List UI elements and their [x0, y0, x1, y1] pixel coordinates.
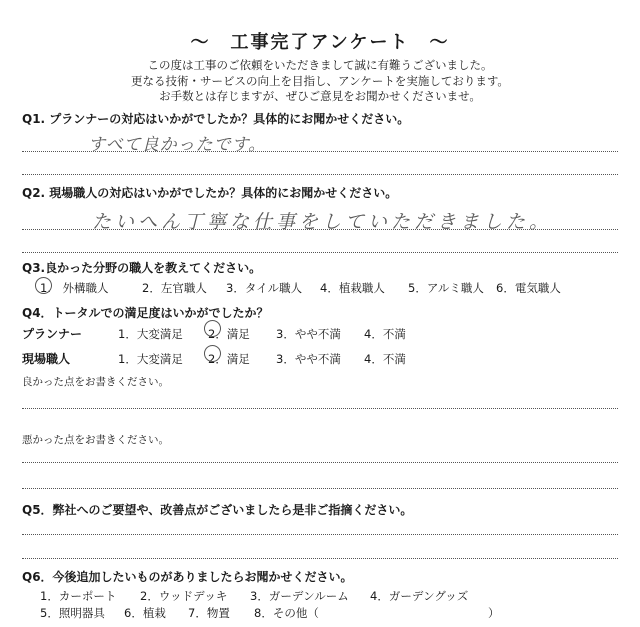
- q3-label: Q3.良かった分野の職人を教えてください。: [22, 261, 262, 275]
- q3-option-6: 6．電気職人: [496, 281, 561, 295]
- q2-answer-line-2: [22, 252, 618, 253]
- intro-line-3: お手数とは存じますが、ぜひご意見をお聞かせくださいませ。: [159, 89, 481, 103]
- q6-option-8: 8．その他（: [254, 606, 319, 620]
- q4-bad-points-label: 悪かった点をお書きください。: [22, 434, 169, 446]
- q1-handwritten-answer: すべて良かったです。: [88, 135, 267, 155]
- q4-craftsman-option-3: 3．やや不満: [276, 352, 341, 366]
- q4-bad-line-2: [22, 488, 618, 489]
- q1-answer-line-1: [22, 151, 618, 152]
- q6-option-7: 7．物置: [188, 606, 230, 620]
- q3-option-5: 5．アルミ職人: [408, 281, 484, 295]
- intro-line-2: 更なる技術・サービスの向上を目指し、アンケートを実施しております。: [131, 73, 509, 88]
- q3-option-3: 3．タイル職人: [226, 281, 303, 295]
- q5-label: Q5．弊社へのご要望や、改善点がございましたら是非ご指摘ください。: [22, 503, 413, 517]
- q4-planner-option-2: 2．満足: [208, 327, 250, 341]
- q4-label: Q4．トータルでの満足度はいかがでしたか？: [22, 306, 269, 320]
- q6-option-2: 2．ウッドデッキ: [140, 589, 228, 603]
- q4-craftsman-option-1: 1．大変満足: [118, 352, 183, 366]
- q3-option-4: 4．植栽職人: [320, 281, 385, 295]
- q4-planner-option-3: 3．やや不満: [276, 327, 341, 341]
- q4-row-craftsman-label: 現場職人: [22, 352, 71, 366]
- q4-craftsman-option-2: 2．満足: [208, 352, 250, 366]
- q4-planner-option-1: 1．大変満足: [118, 327, 183, 341]
- survey-title: ～ 工事完了アンケート ～: [190, 32, 450, 53]
- q4-good-points-label: 良かった点をお書きください。: [22, 376, 169, 388]
- q6-option-8-close: ）: [488, 606, 500, 620]
- q6-option-6: 6．植栽: [124, 606, 166, 620]
- q4-craftsman-option-4: 4．不満: [364, 352, 406, 366]
- q4-good-line-1: [22, 408, 618, 409]
- q1-label: Q1. プランナーの対応はいかがでしたか？具体的にお聞かせください。: [22, 112, 410, 126]
- q4-bad-line-1: [22, 462, 618, 463]
- q2-answer-line-1: [22, 229, 618, 230]
- q3-option-1: 1. 外構職人: [40, 281, 109, 295]
- q1-answer-line-2: [22, 174, 618, 175]
- q6-option-5: 5．照明器具: [40, 606, 105, 620]
- q4-row-planner-label: プランナー: [22, 327, 83, 341]
- intro-line-1: この度は工事のご依頼をいただきまして誠に有難うございました。: [147, 58, 493, 72]
- q4-planner-option-4: 4．不満: [364, 327, 406, 341]
- q2-label: Q2. 現場職人の対応はいかがでしたか？具体的にお聞かせください。: [22, 186, 398, 200]
- q3-option-2: 2．左官職人: [142, 281, 207, 295]
- q6-option-4: 4．ガーデングッズ: [370, 589, 469, 603]
- q6-option-1: 1．カーポート: [40, 589, 117, 603]
- q6-option-3: 3．ガーデンルーム: [250, 589, 349, 603]
- q5-answer-line-2: [22, 558, 618, 559]
- q6-label: Q6．今後追加したいものがありましたらお聞かせください。: [22, 570, 353, 584]
- q5-answer-line-1: [22, 534, 618, 535]
- intro-text: [0, 58, 640, 105]
- q2-handwritten-answer: たいへん丁寧な仕事をしていただきました。: [92, 211, 553, 233]
